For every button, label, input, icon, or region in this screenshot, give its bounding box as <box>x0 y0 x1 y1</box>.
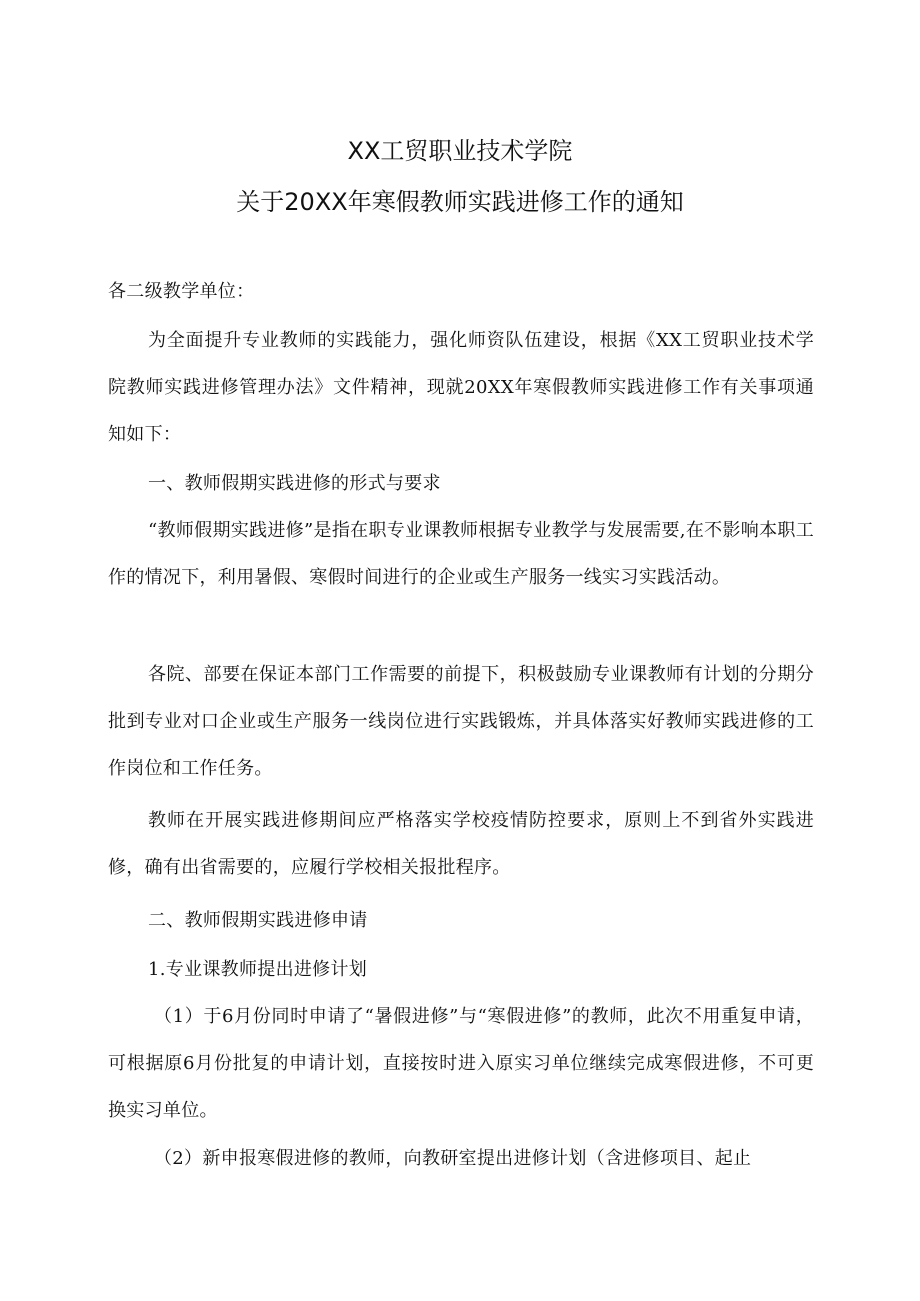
section2-subheading: 1.专业课教师提出进修计划 <box>148 959 368 980</box>
section1-heading: 一、教师假期实践进修的形式与要求 <box>148 473 441 494</box>
intro-paragraph: 为全面提升专业教师的实践能力，强化师资队伍建设，根据《XX工贸职业技术学院教师实践进修管理办法》文件精神，现就20XX年寒假教师实践进修工作有关事项通知如下： <box>108 330 814 445</box>
salutation: 各二级教学单位： <box>108 281 255 302</box>
section2-item-1: （1）于6月份同时申请了“暑假进修”与“寒假进修”的教师，此次不用重复申请，可根据原6月份批复的申请计划，直接按时进入原实习单位继续完成寒假进修，不可更换实习单位。 <box>108 1006 814 1121</box>
document-title-line1: XX工贸职业技术学院 <box>347 137 573 165</box>
document-title-line2: 关于20XX年寒假教师实践进修工作的通知 <box>236 188 684 216</box>
section1-paragraph-3: 教师在开展实践进修期间应严格落实学校疫情防控要求，原则上不到省外实践进修，确有出省需要的，应履行学校相关报批程序。 <box>108 810 814 878</box>
section1-paragraph-2: 各院、部要在保证本部门工作需要的前提下，积极鼓励专业课教师有计划的分期分批到专业对口企业或生产服务一线岗位进行实践锻炼，并具体落实好教师实践进修的工作岗位和工作任务。 <box>108 664 814 779</box>
section1-paragraph-1: “教师假期实践进修”是指在职专业课教师根据专业教学与发展需要,在不影响本职工作的情况下，利用暑假、寒假时间进行的企业或生产服务一线实习实践活动。 <box>108 520 814 588</box>
section2-heading: 二、教师假期实践进修申请 <box>148 910 368 931</box>
section2-item-2: （2）新申报寒假进修的教师，向教研室提出进修计划（含进修项目、起止 <box>154 1148 752 1169</box>
